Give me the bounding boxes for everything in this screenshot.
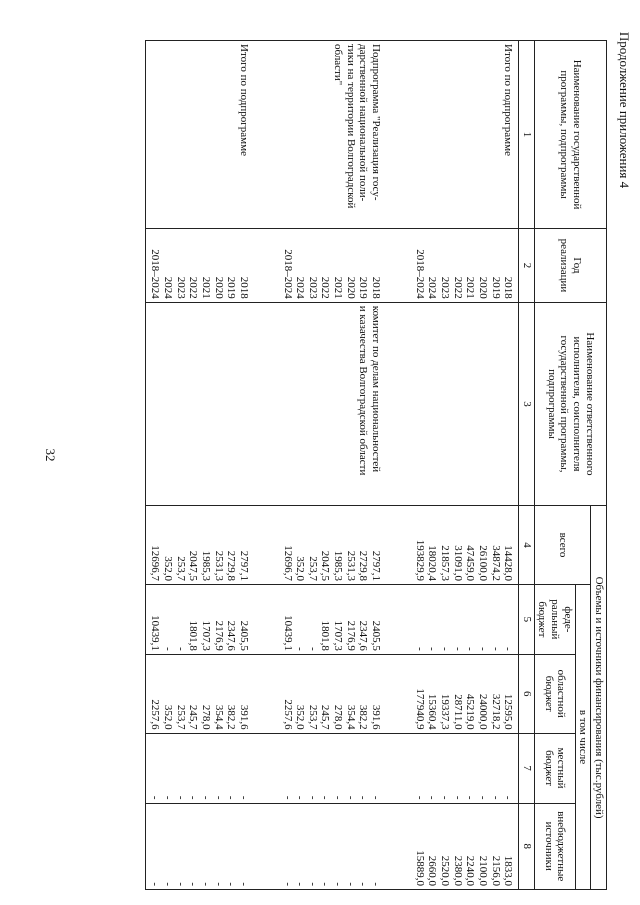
federal-values: 2405,5 2347,6 2176,9 1707,3 1801,8 - - 10439,1: [280, 584, 412, 654]
executor-name: комитет по делам национальностей и казачества Волгоградской области: [280, 302, 412, 505]
financing-table: [145, 40, 607, 890]
extra-values: 1833,0 2156,0 2100,0 2240,0 2380,0 2520,0 2660,0 15889,0: [412, 803, 519, 889]
federal-values: - - - - - - - -: [412, 584, 519, 654]
col-number: 7: [519, 733, 535, 803]
years-list: 2018 2019 2020 2021 2022 2023 2024 2018–2024: [145, 229, 280, 303]
extra-values: - - - - - - - -: [280, 803, 412, 889]
header-year: Год реализации: [534, 229, 606, 303]
continuation-note: Продолжение приложения 4: [617, 31, 632, 189]
page-number: 32: [43, 448, 58, 462]
header-including: в том числе: [575, 584, 591, 889]
col-number: 4: [519, 506, 535, 585]
federal-values: 2405,5 2347,6 2176,9 1707,3 1801,8 - - 10439,1: [145, 584, 280, 654]
header-local: местный бюджет: [534, 733, 575, 803]
total-values: 2797,1 2729,8 2531,3 1985,3 2047,5 253,7 352,0 12696,7: [145, 506, 280, 585]
header-program-name: Наименование государственной программы, подпрограммы: [534, 41, 606, 229]
col-number: 1: [519, 41, 535, 229]
local-values: - - - - - - - -: [280, 733, 412, 803]
years-list: 2018 2019 2020 2021 2022 2023 2024 2018–2024: [280, 229, 412, 303]
regional-values: 391,6 382,2 354,4 278,0 245,7 253,7 352,0 2257,6: [145, 654, 280, 733]
extra-values: - - - - - - - -: [145, 803, 280, 889]
financing-table-rotated: [87, 40, 607, 890]
regional-values: 391,6 382,2 354,4 278,0 245,7 253,7 352,0 2257,6: [280, 654, 412, 733]
local-values: - - - - - - - -: [145, 733, 280, 803]
program-name: Итого по подпрограмме: [412, 41, 519, 229]
total-values: 2797,1 2729,8 2531,3 1985,3 2047,5 253,7 352,0 12696,7: [280, 506, 412, 585]
table-row: [280, 41, 412, 890]
header-executor: Наименование ответственного исполнителя, соисполнителя государственной программы, подпрограммы: [534, 302, 606, 505]
header-extra: внебюджетные источники: [534, 803, 575, 889]
total-values: 14428,0 34874,2 26100,0 47459,0 31091,0 21857,3 18020,4 193829,9: [412, 506, 519, 585]
program-name: Итого по подпрограмме: [145, 41, 280, 229]
col-number: 3: [519, 302, 535, 505]
col-number: 5: [519, 584, 535, 654]
executor-name: [412, 302, 519, 505]
col-number: 8: [519, 803, 535, 889]
regional-values: 12595,0 32718,2 24000,0 45219,0 28711,0 19337,3 15360,4 177940,9: [412, 654, 519, 733]
col-number: 6: [519, 654, 535, 733]
header-volumes: Объемы и источники финансирования (тыс.рублей): [591, 506, 607, 890]
local-values: - - - - - - - -: [412, 733, 519, 803]
header-regional: областной бюджет: [534, 654, 575, 733]
table-row: [145, 41, 280, 890]
header-total: всего: [534, 506, 591, 585]
col-number: 2: [519, 229, 535, 303]
header-federal: феде- ральный бюджет: [534, 584, 575, 654]
executor-name: [145, 302, 280, 505]
years-list: 2018 2019 2020 2021 2022 2023 2024 2018–2024: [412, 229, 519, 303]
table-row: [412, 41, 519, 890]
program-name: Подпрограмма "Реализация госу- дарственной национальной поли- тики на территории Волгоградской области": [280, 41, 412, 229]
